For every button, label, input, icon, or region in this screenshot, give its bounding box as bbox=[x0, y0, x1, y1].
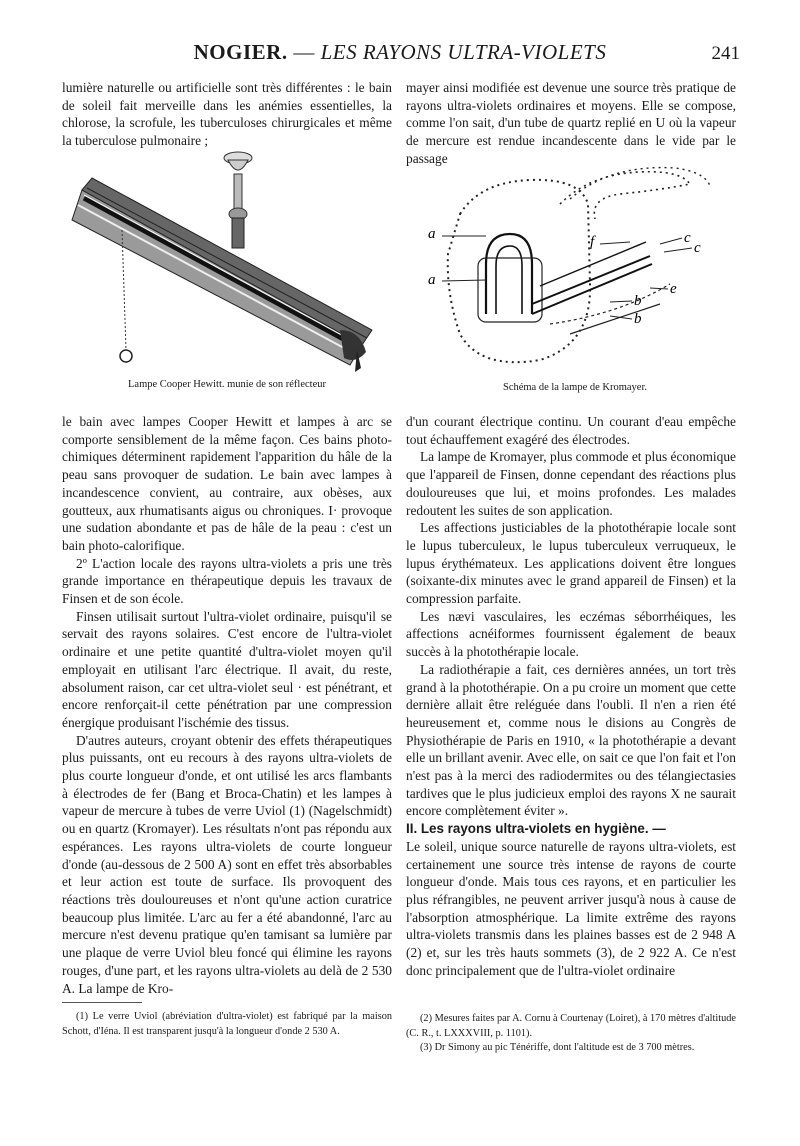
diagram-label-f: f bbox=[590, 234, 595, 250]
diagram-label-c: c bbox=[694, 240, 701, 256]
section-heading: II. Les rayons ultra-violets en hygiène. — bbox=[406, 821, 666, 837]
footnotes-left bbox=[62, 1010, 392, 1039]
right-column-top bbox=[406, 79, 736, 168]
paragraph: Les affections justiciables de la photothérapie locale sont le lupus tuberculeux, le lupus tuberculeux verruqueux, le lupus érythémateux. Les applications doivent être longues (soixante-dix minutes avec le grand appareil de Finsen) et la compression parfaite. bbox=[406, 520, 736, 607]
paragraph: lumière naturelle ou artificielle sont très différentes : le bain de soleil fait merveille dans les anémies essentielles, la chlorose, la scrofule, les tuberculoses chirurgicales et même la tuberculose pulmonaire ; bbox=[62, 80, 392, 149]
figure-cooper-hewitt bbox=[62, 150, 392, 390]
running-title bbox=[60, 40, 740, 65]
figure-kromayer bbox=[420, 164, 730, 393]
header-subject: LES RAYONS ULTRA-VIOLETS bbox=[320, 40, 607, 64]
diagram-label-b: b bbox=[634, 293, 642, 309]
diagram-label-b: b bbox=[634, 311, 642, 327]
page-number: 241 bbox=[711, 43, 740, 64]
paragraph: D'autres auteurs, croyant obtenir des effets thérapeutiques plus puissants, ont eu recours à des rayons ultra-violets de plus courte longueur d'onde, et ont utilisé les arcs flambants à électrodes de fer (Bang et Broca-Chatin) et les lampes à vapeur de mercure à tubes de verre Uviol (1) (Nagelschmidt) ou en quartz (Kromayer). Les résultats n'ont pas répondu aux espérances. Les rayons ultra-violets de courte longueur d'onde (au-dessous de 2 500 A) sont en effet très absorbables et leur action est toute de surface. Ils provoquent des réactions très douloureuses et n'ont qu'une action curatrice beaucoup plus limitée. L'arc au fer a été abandonné, l'arc au mercure n'est devenu pratique qu'en tamisant sa lumière par une plaque de verre Uviol bleu foncé qui élimine les rayons rouges, d'une part, et les rayons ultra-violets au delà de 2 530 A. La lampe de Kro- bbox=[62, 732, 392, 996]
diagram-label-c: c bbox=[684, 230, 691, 246]
running-header bbox=[60, 40, 740, 72]
paragraph: Les nævi vasculaires, les eczémas séborrhéiques, les affections acnéiformes fournissent également de beaux succès à la photothérapie locale. bbox=[406, 608, 736, 660]
diagram-label-a: a bbox=[428, 272, 436, 288]
paragraph: 2º L'action locale des rayons ultra-violets a pris une très grande importance en thérapeutique depuis les travaux de Finsen et de son école. bbox=[62, 555, 392, 607]
diagram-label-a: a bbox=[428, 226, 436, 242]
paragraph: Finsen utilisait surtout l'ultra-violet ordinaire, puisqu'il se servait des rayons solaires. C'est encore de l'ultra-violet ordinaire et une petite quantité d'ultra-violet moyen qu'il employait en utilisant l'arc électrique. Il avait, du reste, absolument raison, car cet ultra-violet seul · est pénétrant, et encore renforçait-il cette pénétration par une compression énergique produisant l'ischémie des tissus. bbox=[62, 608, 392, 730]
paragraph: mayer ainsi modifiée est devenue une source très pratique de rayons ultra-violets ordinaires et moyens. Elle se compose, comme l'on sait, d'un tube de quartz replié en U où la vapeur de mercure est rendue incandescente dans le vide par le passage bbox=[406, 80, 736, 166]
figure-caption: Lampe Cooper Hewitt. munie de son réflecteur bbox=[128, 379, 326, 390]
header-dash: — bbox=[287, 40, 321, 64]
kromayer-lamp-diagram bbox=[420, 164, 730, 374]
footnote: (1) Le verre Uviol (abréviation d'ultra-violet) est fabriqué par la maison Schott, d'Iéna. Il est transparent jusqu'à la longueur d'onde 2 530 A. bbox=[62, 1011, 392, 1037]
left-column-top bbox=[62, 79, 392, 150]
header-author: NOGIER. bbox=[193, 40, 288, 64]
right-column bbox=[406, 413, 736, 980]
paragraph: d'un courant électrique continu. Un courant d'eau empêche tout échauffement exagéré des électrodes. bbox=[406, 414, 736, 447]
cooper-hewitt-lamp-illustration bbox=[62, 150, 392, 375]
paragraph: le bain avec lampes Cooper Hewitt et lampes à arc se comporte sensiblement de la même façon. Ces bains photo-chimiques déterminent rapidement l'apparition du hâle de la peau sans provoquer de sudation. Le bain avec lampes à incandescence convient, au contraire, aux obèses, aux goutteux, aux rhumatisants aigus ou chroniques. I· provoque une sudation abondante et pas de hâle de la peau : c'est un bain photo-calorifique. bbox=[62, 414, 392, 553]
footnote: (2) Mesures faites par A. Cornu à Courtenay (Loiret), à 170 mètres d'altitude (C. R., t. LXXXVIII, p. 1101). bbox=[406, 1013, 736, 1039]
figure-caption: Schéma de la lampe de Kromayer. bbox=[502, 382, 648, 393]
diagram-label-e: e bbox=[670, 281, 677, 297]
paragraph: La lampe de Kromayer, plus commode et plus économique que l'appareil de Finsen, donne cependant des réactions plus douloureuses que lui, et moins profondes. Les malades redoutent les suites de son application. bbox=[406, 449, 736, 518]
paragraph: La radiothérapie a fait, ces dernières années, un tort très grand à la photothérapie. On a pu croire un moment que cette dernière allait être reléguée dans l'oubli. Il n'en a rien été heureusement et, comme nous le disions au Congrès de Physiothérapie de Paris en 1910, « la photothérapie a devant elle un brillant avenir. Avec elle, on sait ce que l'on fait et l'on n'est pas à la merci des radiodermites ou des télangiectasies tardives que le plus judicieux emploi des rayons X ne saurait encore complètement éviter ». bbox=[406, 661, 736, 819]
paragraph: Le soleil, unique source naturelle de rayons ultra-violets, est certainement une source très intense de rayons de courte longueur d'onde. Mais tous ces rayons, et en particulier les plus réfrangibles, ne peuvent arriver jusqu'à nous à cause de l'absorption atmosphérique. La limite extrême des rayons ultra-violets transmis dans les plaines basses est de 2 948 A (2) et, sur les très hauts sommets (3), de 2 922 A. Ce n'est donc principalement que de l'ultra-violet ordinaire bbox=[406, 838, 736, 978]
footnote-rule bbox=[62, 1002, 142, 1003]
footnotes-right bbox=[406, 1012, 736, 1056]
left-column bbox=[62, 413, 392, 997]
footnote: (3) Dr Simony au pic Ténériffe, dont l'altitude est de 3 700 mètres. bbox=[420, 1042, 695, 1053]
